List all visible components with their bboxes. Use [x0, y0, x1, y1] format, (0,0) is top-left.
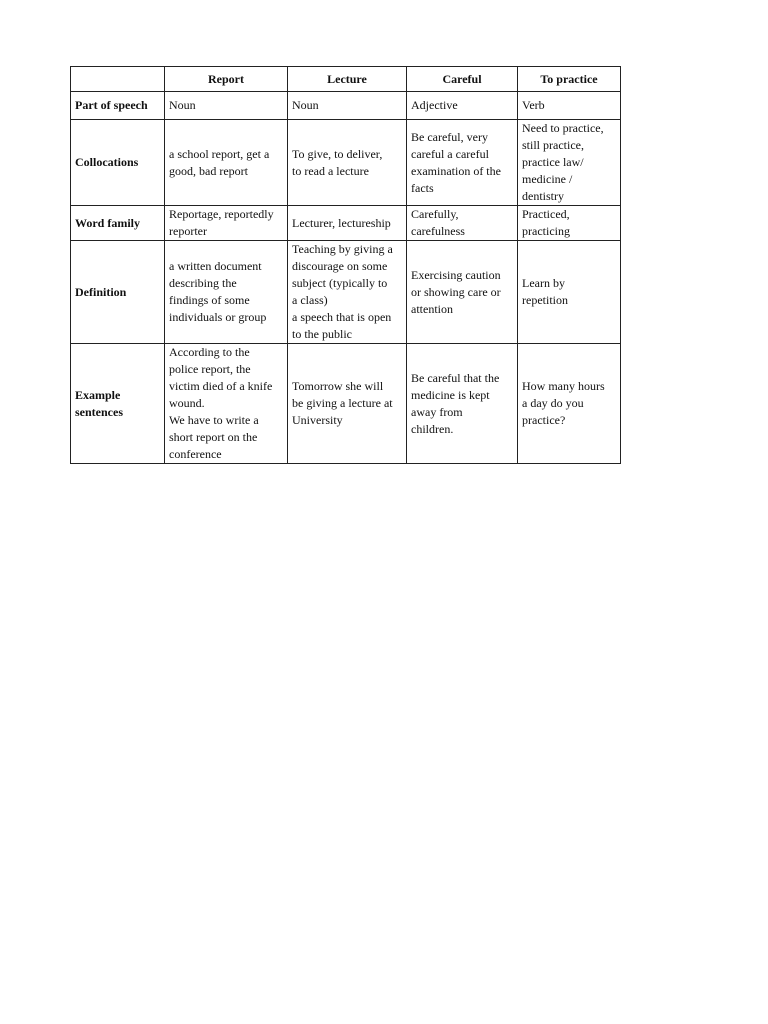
- cell-careful-word-family: [407, 206, 518, 241]
- cell-lecture-collocations: [288, 120, 407, 206]
- vocabulary-table: [70, 66, 621, 464]
- cell-line: victim died of a knife: [169, 379, 273, 393]
- cell-line: University: [292, 413, 343, 427]
- row-label-example-sentences: [71, 344, 165, 464]
- cell-line: a written document: [169, 259, 262, 273]
- row-label-part-of-speech: Part of speech: [71, 92, 165, 120]
- cell-line: to read a lecture: [292, 163, 369, 178]
- cell-line: describing the: [169, 276, 237, 290]
- cell-line: subject (typically to: [292, 276, 388, 290]
- cell-line: a class): [292, 293, 328, 307]
- header-row: [71, 67, 621, 92]
- header-report: Report: [165, 67, 288, 92]
- cell-report-definition: [165, 241, 288, 344]
- cell-practice-word-family: [518, 206, 621, 241]
- cell-line: away from: [411, 404, 463, 419]
- cell-line: Learn by: [522, 276, 565, 290]
- cell-line: or showing care or: [411, 284, 501, 299]
- cell-line: According to the: [169, 345, 250, 359]
- header-to-practice: To practice: [518, 67, 621, 92]
- cell-line: Adjective: [411, 98, 458, 112]
- cell-line: conference: [169, 447, 222, 461]
- row-label-line: Example: [75, 387, 121, 402]
- header-careful: Careful: [407, 67, 518, 92]
- cell-line: careful a careful: [411, 146, 489, 161]
- cell-careful-example: [407, 344, 518, 464]
- cell-line: To give, to deliver,: [292, 146, 383, 161]
- cell-line: be giving a lecture at: [292, 396, 393, 410]
- cell-line: good, bad report: [169, 163, 248, 178]
- row-label-line: sentences: [75, 404, 123, 419]
- cell-practice-collocations: [518, 120, 621, 206]
- cell-report-collocations: [165, 120, 288, 206]
- cell-line: carefulness: [411, 224, 465, 238]
- cell-line: discourage on some: [292, 259, 388, 273]
- cell-lecture-example: [288, 344, 407, 464]
- cell-careful-definition: [407, 241, 518, 344]
- header-lecture: Lecture: [288, 67, 407, 92]
- cell-line: reporter: [169, 224, 207, 238]
- cell-report-word-family: [165, 206, 288, 241]
- table-row: [71, 120, 621, 206]
- table-row: [71, 241, 621, 344]
- cell-line: still practice,: [522, 138, 584, 152]
- cell-line: police report, the: [169, 362, 251, 376]
- cell-line: a speech that is open: [292, 310, 392, 324]
- cell-line: Teaching by giving a: [292, 242, 393, 256]
- table-row: [71, 92, 621, 120]
- cell-line: Practiced,: [522, 207, 570, 221]
- cell-line: to the public: [292, 327, 352, 341]
- cell-line: Carefully,: [411, 207, 459, 221]
- cell-lecture-part-of-speech: [288, 92, 407, 120]
- cell-practice-definition: [518, 241, 621, 344]
- table-row: [71, 344, 621, 464]
- cell-line: practicing: [522, 224, 570, 238]
- cell-lecture-definition: [288, 241, 407, 344]
- cell-line: findings of some: [169, 293, 250, 307]
- cell-line: attention: [411, 301, 453, 316]
- cell-line: We have to write a: [169, 413, 259, 427]
- cell-line: a school report, get a: [169, 146, 270, 161]
- cell-line: Reportage, reportedly: [169, 207, 274, 221]
- cell-line: children.: [411, 421, 454, 436]
- cell-line: Verb: [522, 98, 545, 112]
- cell-line: short report on the: [169, 430, 258, 444]
- row-label-collocations: Collocations: [71, 120, 165, 206]
- row-label-word-family: Word family: [71, 206, 165, 241]
- cell-line: Need to practice,: [522, 121, 604, 135]
- cell-practice-part-of-speech: [518, 92, 621, 120]
- cell-line: a day do you: [522, 396, 584, 410]
- cell-line: facts: [411, 180, 434, 195]
- cell-line: Be careful that the: [411, 370, 500, 385]
- cell-line: Tomorrow she will: [292, 379, 384, 393]
- cell-practice-example: [518, 344, 621, 464]
- cell-line: Exercising caution: [411, 267, 501, 282]
- cell-line: medicine /: [522, 172, 573, 186]
- cell-report-example: [165, 344, 288, 464]
- row-label-definition: Definition: [71, 241, 165, 344]
- cell-line: examination of the: [411, 163, 501, 178]
- header-corner: [71, 67, 165, 92]
- cell-line: Be careful, very: [411, 129, 488, 144]
- cell-line: dentistry: [522, 189, 564, 203]
- cell-line: Lecturer, lectureship: [292, 215, 391, 230]
- cell-lecture-word-family: [288, 206, 407, 241]
- cell-line: practice?: [522, 413, 566, 427]
- cell-line: wound.: [169, 396, 205, 410]
- cell-line: repetition: [522, 293, 568, 307]
- cell-careful-part-of-speech: [407, 92, 518, 120]
- table-row: [71, 206, 621, 241]
- cell-line: medicine is kept: [411, 387, 490, 402]
- cell-line: individuals or group: [169, 310, 267, 324]
- cell-line: Noun: [292, 98, 319, 112]
- cell-line: Noun: [169, 98, 196, 112]
- cell-careful-collocations: [407, 120, 518, 206]
- cell-report-part-of-speech: [165, 92, 288, 120]
- cell-line: How many hours: [522, 379, 605, 393]
- cell-line: practice law/: [522, 155, 584, 169]
